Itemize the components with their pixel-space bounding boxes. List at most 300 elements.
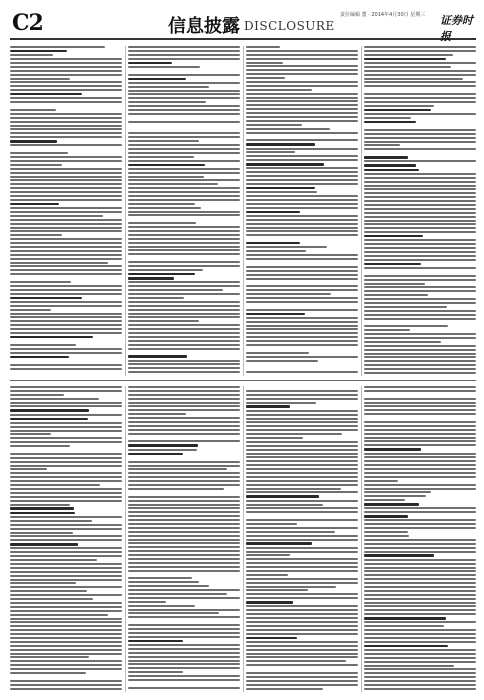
- text-line: [128, 683, 240, 685]
- text-line: [128, 269, 203, 271]
- text-line: [10, 390, 122, 392]
- text-line: [10, 504, 70, 506]
- text-line: [364, 433, 476, 435]
- text-line: [246, 234, 358, 236]
- text-line: [10, 472, 122, 474]
- text-line: [246, 511, 358, 513]
- text-line: [246, 108, 358, 110]
- text-line: [128, 320, 199, 322]
- text-line: [364, 574, 476, 576]
- text-line: [128, 305, 240, 307]
- text-line: [246, 589, 308, 591]
- text-line: [10, 409, 89, 411]
- text-line: [246, 104, 358, 106]
- text-line: [10, 368, 122, 370]
- text-line: [246, 293, 331, 295]
- text-line: [128, 409, 240, 411]
- text-line: [246, 656, 358, 658]
- text-line: [128, 128, 240, 130]
- text-line: [364, 290, 476, 292]
- text-line: [246, 464, 358, 466]
- text-line: [364, 649, 476, 651]
- text-line: [128, 504, 240, 506]
- text-line: [246, 124, 302, 126]
- text-line: [246, 566, 358, 568]
- text-line: [364, 85, 476, 87]
- text-line: [10, 680, 122, 682]
- text-line: [128, 187, 240, 189]
- text-line: [10, 289, 122, 291]
- text-line: [128, 297, 184, 299]
- text-line: [246, 491, 358, 493]
- text-line: [364, 491, 431, 493]
- text-line: [246, 390, 358, 392]
- text-line: [246, 77, 285, 79]
- text-line: [246, 405, 290, 407]
- text-line: [364, 444, 476, 446]
- text-line: [246, 414, 358, 416]
- text-line: [246, 421, 358, 423]
- text-line: [364, 325, 448, 327]
- text-line: [364, 243, 476, 245]
- text-line: [364, 437, 476, 439]
- text-line: [128, 480, 240, 482]
- text-line: [10, 62, 122, 64]
- text-line: [364, 235, 423, 237]
- text-line: [10, 269, 122, 271]
- text-line: [128, 355, 187, 357]
- text-line: [10, 78, 70, 80]
- text-line: [10, 653, 122, 655]
- text-line: [128, 488, 224, 490]
- text-line: [10, 234, 62, 236]
- text-column: [364, 46, 476, 376]
- text-line: [128, 46, 240, 48]
- text-line: [364, 259, 476, 261]
- text-line: [128, 183, 218, 185]
- text-line: [246, 54, 358, 56]
- text-line: [128, 453, 183, 455]
- text-line: [128, 226, 240, 228]
- text-line: [364, 629, 476, 631]
- text-line: [246, 128, 330, 130]
- text-line: [10, 606, 122, 608]
- text-line: [364, 164, 416, 166]
- text-line: [246, 285, 358, 287]
- section-divider: [10, 380, 476, 381]
- text-line: [128, 616, 240, 618]
- text-line: [10, 250, 122, 252]
- text-line: [246, 484, 358, 486]
- text-line: [10, 688, 122, 690]
- text-line: [10, 301, 122, 303]
- text-line: [10, 54, 53, 56]
- text-line: [246, 163, 324, 165]
- text-line: [246, 159, 358, 161]
- text-line: [246, 58, 358, 60]
- text-line: [364, 668, 476, 670]
- text-line: [364, 661, 476, 663]
- text-line: [128, 211, 240, 213]
- masthead: [10, 8, 476, 43]
- text-line: [10, 672, 86, 674]
- text-line: [246, 363, 358, 365]
- text-line: [246, 410, 358, 412]
- text-line: [246, 613, 358, 615]
- text-line: [10, 563, 122, 565]
- text-line: [364, 495, 426, 497]
- text-line: [10, 305, 122, 307]
- text-line: [10, 547, 122, 549]
- text-line: [364, 499, 405, 501]
- text-line: [128, 405, 240, 407]
- text-line: [246, 394, 358, 396]
- text-line: [10, 281, 71, 283]
- text-line: [128, 546, 240, 548]
- text-line: [128, 539, 240, 541]
- text-line: [128, 371, 240, 373]
- text-line: [246, 554, 290, 556]
- page-number: C2: [12, 10, 43, 36]
- text-line: [10, 66, 122, 68]
- text-line: [246, 352, 309, 354]
- text-line: [10, 426, 122, 428]
- text-line: [246, 507, 358, 509]
- text-line: [364, 271, 476, 273]
- text-line: [128, 675, 240, 677]
- text-line: [10, 488, 122, 490]
- text-line: [246, 199, 358, 201]
- text-line: [128, 554, 240, 556]
- text-line: [246, 325, 358, 327]
- text-line: [128, 612, 219, 614]
- text-line: [10, 219, 122, 221]
- text-line: [128, 199, 240, 201]
- text-line: [364, 472, 476, 474]
- text-line: [364, 594, 476, 596]
- text-line: [128, 144, 240, 146]
- text-line: [128, 249, 240, 251]
- text-line: [364, 314, 476, 316]
- text-line: [10, 324, 122, 326]
- text-line: [128, 679, 240, 681]
- text-line: [128, 609, 240, 611]
- text-line: [246, 167, 358, 169]
- text-line: [364, 405, 476, 407]
- section-title: 信息披露: [168, 16, 240, 37]
- text-line: [128, 417, 240, 419]
- text-line: [10, 309, 51, 311]
- text-line: [246, 171, 358, 173]
- text-line: [246, 633, 358, 635]
- text-line: [128, 425, 240, 427]
- text-line: [246, 274, 358, 276]
- text-line: [246, 504, 323, 506]
- text-line: [128, 542, 240, 544]
- text-line: [364, 356, 476, 358]
- text-line: [364, 275, 476, 277]
- text-line: [246, 191, 317, 193]
- text-line: [10, 449, 122, 451]
- text-line: [128, 97, 240, 99]
- text-line: [246, 425, 358, 427]
- text-line: [10, 422, 122, 424]
- text-line: [10, 484, 100, 486]
- text-line: [246, 281, 358, 283]
- text-line: [364, 684, 476, 686]
- text-line: [128, 628, 240, 630]
- text-column: [128, 386, 240, 692]
- text-line: [10, 684, 122, 686]
- text-line: [246, 562, 358, 564]
- text-line: [364, 251, 476, 253]
- text-line: [364, 302, 476, 304]
- text-line: [128, 457, 240, 459]
- text-line: [364, 598, 476, 600]
- text-line: [364, 440, 476, 442]
- text-line: [10, 242, 122, 244]
- text-line: [10, 524, 122, 526]
- text-line: [246, 558, 358, 560]
- text-line: [10, 273, 122, 275]
- text-line: [246, 50, 358, 52]
- text-line: [128, 195, 240, 197]
- text-line: [10, 156, 122, 158]
- text-line: [128, 429, 240, 431]
- text-line: [128, 293, 240, 295]
- text-line: [10, 386, 122, 388]
- text-line: [128, 566, 240, 568]
- text-line: [246, 578, 358, 580]
- text-line: [10, 328, 122, 330]
- text-line: [364, 78, 463, 80]
- text-line: [364, 306, 447, 308]
- text-line: [10, 453, 122, 455]
- text-line: [364, 247, 476, 249]
- text-line: [246, 629, 358, 631]
- text-line: [128, 648, 240, 650]
- text-line: [364, 460, 476, 462]
- text-line: [246, 317, 358, 319]
- text-line: [364, 665, 454, 667]
- text-line: [10, 496, 122, 498]
- text-line: [246, 625, 358, 627]
- text-line: [364, 321, 476, 323]
- text-line: [364, 621, 476, 623]
- text-line: [10, 528, 122, 530]
- column-rule: [243, 386, 244, 692]
- text-line: [128, 433, 240, 435]
- text-line: [246, 187, 315, 189]
- text-line: [364, 570, 476, 572]
- text-line: [10, 336, 93, 338]
- text-line: [364, 551, 476, 553]
- text-line: [128, 277, 174, 279]
- text-line: [246, 203, 358, 205]
- text-line: [364, 488, 476, 490]
- text-line: [246, 637, 297, 639]
- text-line: [364, 129, 476, 131]
- text-line: [246, 676, 358, 678]
- text-line: [246, 386, 358, 388]
- text-line: [364, 188, 476, 190]
- text-line: [246, 641, 358, 643]
- text-line: [128, 344, 240, 346]
- text-line: [10, 144, 122, 146]
- text-line: [364, 368, 476, 370]
- text-line: [364, 582, 476, 584]
- text-line: [128, 117, 240, 119]
- text-line: [10, 140, 57, 142]
- text-line: [10, 101, 122, 103]
- text-line: [364, 602, 476, 604]
- text-line: [128, 140, 199, 142]
- text-line: [10, 641, 122, 643]
- text-line: [364, 543, 476, 545]
- text-line: [128, 70, 240, 72]
- text-line: [364, 448, 421, 450]
- text-line: [128, 58, 240, 60]
- text-line: [128, 332, 240, 334]
- text-line: [128, 82, 240, 84]
- text-line: [128, 402, 240, 404]
- text-line: [10, 405, 122, 407]
- text-line: [246, 183, 358, 185]
- text-line: [128, 78, 186, 80]
- text-line: [364, 294, 428, 296]
- text-line: [10, 152, 68, 154]
- text-line: [10, 344, 76, 346]
- text-line: [246, 680, 358, 682]
- text-line: [364, 609, 476, 611]
- text-line: [128, 289, 223, 291]
- text-line: [364, 50, 476, 52]
- text-line: [128, 636, 240, 638]
- text-line: [246, 460, 358, 462]
- text-line: [246, 523, 297, 525]
- text-line: [10, 97, 122, 99]
- text-line: [10, 46, 105, 48]
- text-line: [128, 640, 183, 642]
- text-line: [246, 488, 341, 490]
- text-line: [10, 277, 122, 279]
- text-line: [128, 585, 209, 587]
- text-line: [128, 336, 240, 338]
- text-line: [10, 230, 122, 232]
- text-line: [246, 597, 358, 599]
- text-line: [10, 293, 122, 295]
- text-line: [364, 613, 476, 615]
- text-line: [128, 550, 240, 552]
- text-line: [364, 535, 409, 537]
- text-line: [128, 109, 240, 111]
- text-column: [364, 386, 476, 692]
- text-line: [246, 89, 312, 91]
- text-line: [246, 242, 300, 244]
- text-line: [10, 113, 122, 115]
- text-line: [246, 449, 358, 451]
- text-line: [364, 390, 476, 392]
- text-line: [128, 574, 240, 576]
- text-line: [128, 581, 199, 583]
- text-line: [364, 559, 476, 561]
- text-line: [10, 586, 122, 588]
- text-line: [246, 81, 358, 83]
- text-line: [10, 352, 122, 354]
- text-line: [246, 527, 358, 529]
- text-line: [364, 97, 476, 99]
- text-line: [10, 160, 122, 162]
- text-line: [128, 238, 240, 240]
- text-line: [10, 223, 122, 225]
- text-line: [364, 177, 476, 179]
- text-line: [246, 402, 316, 404]
- text-line: [10, 172, 122, 174]
- text-line: [364, 413, 476, 415]
- text-line: [10, 58, 122, 60]
- text-line: [10, 575, 122, 577]
- text-line: [10, 512, 75, 514]
- text-line: [364, 298, 476, 300]
- text-line: [10, 125, 122, 127]
- lower-disclosure-section: [10, 386, 476, 692]
- text-line: [128, 656, 240, 658]
- text-line: [10, 164, 62, 166]
- text-line: [246, 344, 358, 346]
- text-line: [10, 132, 122, 134]
- text-line: [364, 425, 476, 427]
- text-line: [10, 360, 122, 362]
- text-line: [246, 297, 358, 299]
- text-line: [246, 151, 295, 153]
- text-line: [128, 160, 240, 162]
- text-line: [128, 50, 240, 52]
- text-line: [128, 511, 240, 513]
- text-line: [364, 267, 476, 269]
- text-column: [10, 46, 122, 376]
- text-line: [246, 356, 358, 358]
- text-line: [246, 371, 358, 373]
- text-line: [364, 637, 476, 639]
- text-line: [10, 656, 89, 658]
- text-line: [364, 476, 476, 478]
- text-line: [364, 578, 476, 580]
- text-line: [364, 360, 476, 362]
- text-line: [246, 313, 305, 315]
- text-line: [246, 586, 336, 588]
- text-line: [128, 671, 183, 673]
- text-line: [364, 468, 476, 470]
- text-line: [128, 172, 240, 174]
- text-line: [128, 413, 186, 415]
- text-line: [364, 617, 446, 619]
- text-line: [128, 234, 240, 236]
- text-line: [10, 50, 67, 52]
- text-line: [246, 453, 358, 455]
- text-line: [128, 148, 240, 150]
- text-line: [10, 637, 122, 639]
- text-line: [10, 539, 122, 541]
- edition-info: 责任编辑 董 · 2014年4月30日 星期三: [340, 12, 426, 18]
- text-line: [128, 632, 240, 634]
- text-line: [364, 279, 476, 281]
- text-line: [364, 66, 451, 68]
- text-line: [364, 62, 476, 64]
- text-line: [364, 263, 421, 265]
- text-line: [246, 100, 358, 102]
- text-line: [10, 579, 122, 581]
- text-line: [364, 231, 476, 233]
